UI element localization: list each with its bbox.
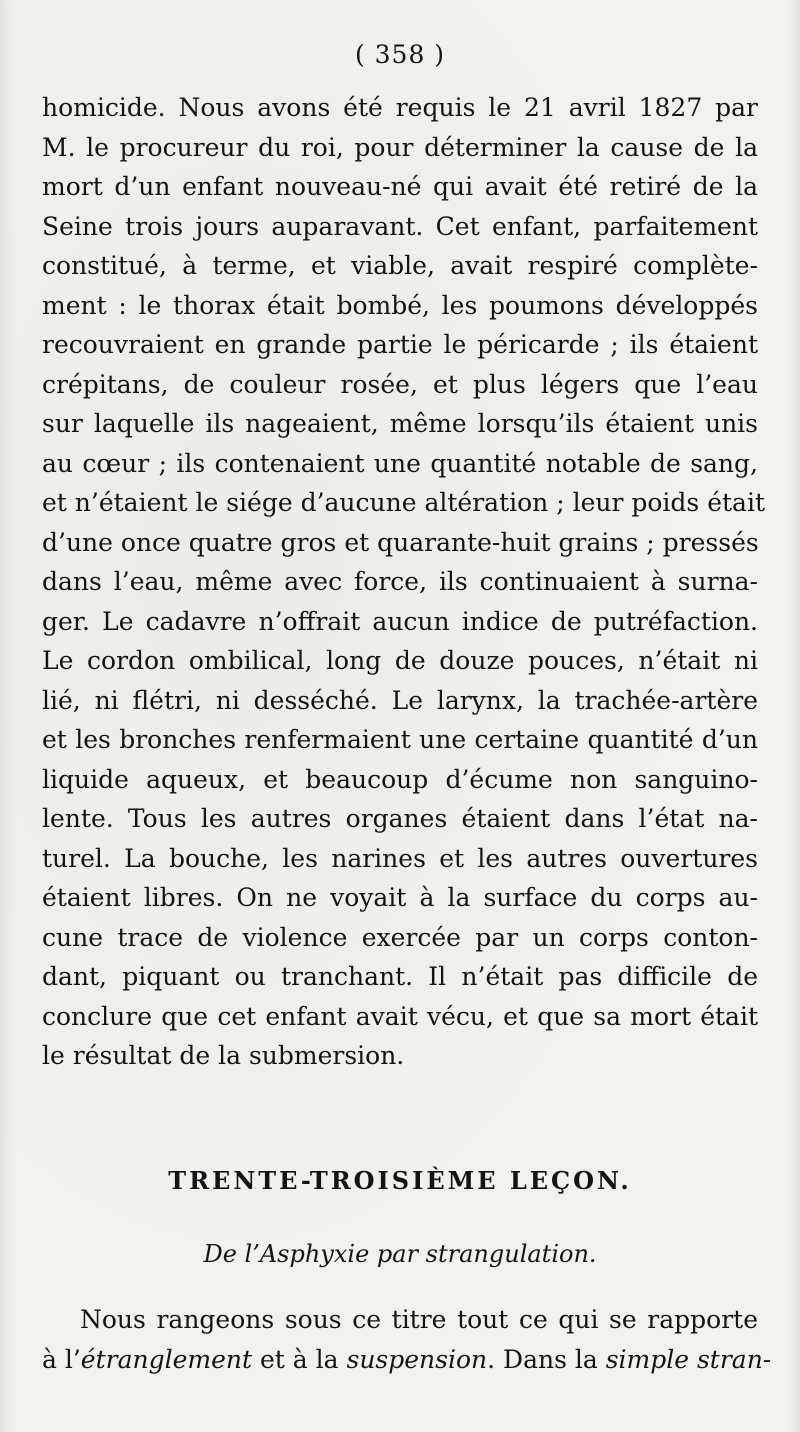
text-line: liquide aqueux, et beaucoup d’écume non sanguino- (42, 764, 758, 794)
text-line: turel. La bouche, les narines et les autres ouvertures (42, 843, 758, 873)
text-line: mort d’un enfant nouveau-né qui avait été retiré de la (42, 172, 758, 201)
lesson-subtitle: De l’Asphyxie par strangulation. (203, 1240, 597, 1268)
text-line: ment : le thorax était bombé, les poumons développés (42, 290, 758, 320)
text-line: lente. Tous les autres organes étaient dans l’état na- (42, 804, 758, 833)
paragraph-strangulation-intro (42, 1300, 772, 1379)
text-line: constitué, à terme, et viable, avait respiré complète- (42, 251, 758, 280)
text-line: cune trace de violence exercée par un corps conton- (42, 922, 758, 952)
text-line: ger. Le cadavre n’offrait aucun indice de putréfaction. (42, 606, 758, 636)
lesson-heading: TRENTE-TROISIÈME LEÇON. (168, 1166, 632, 1195)
text-line: crépitans, de couleur rosée, et plus légers que l’eau (42, 369, 758, 399)
text-line (42, 1340, 772, 1380)
text-segment: et à la (252, 1344, 347, 1374)
text-line: le résultat de la submersion. (42, 1041, 405, 1070)
text-line: et n’étaient le siége d’aucune altération ; leur poids était (42, 488, 765, 517)
text-line: Seine trois jours auparavant. Cet enfant, parfaitement (42, 211, 758, 241)
text-line: d’une once quatre gros et quarante-huit grains ; pressés (42, 527, 759, 557)
text-segment: à l’ (42, 1344, 81, 1374)
text-line: Nous rangeons sous ce titre tout ce qui se rapporte (80, 1305, 758, 1334)
text-line: et les bronches renfermaient une certaine quantité d’un (42, 725, 758, 754)
text-line: M. le procureur du roi, pour déterminer la cause de la (42, 132, 758, 162)
text-line: lié, ni flétri, ni desséché. Le larynx, la trachée-artère (42, 685, 758, 715)
text-line: étaient libres. On ne voyait à la surface du corps au- (42, 883, 758, 912)
text-line: recouvraient en grande partie le péricarde ; ils étaient (42, 330, 758, 359)
text-line: sur laquelle ils nageaient, même lorsqu’ils étaient unis (42, 409, 758, 438)
text-line: conclure que cet enfant avait vécu, et que sa mort était (42, 1001, 758, 1031)
italic-term: simple stran- (605, 1344, 772, 1374)
text-line: dant, piquant ou tranchant. Il n’était pas difficile de (42, 962, 758, 991)
text-segment: . Dans la (487, 1344, 606, 1374)
italic-term: suspension (346, 1344, 488, 1374)
italic-term: étranglement (80, 1344, 253, 1374)
paragraph-homicide-report (42, 88, 765, 1076)
text-line: Le cordon ombilical, long de douze pouces, n’était ni (42, 646, 758, 675)
text-line: dans l’eau, même avec force, ils continuaient à surna- (42, 567, 758, 596)
text-line: au cœur ; ils contenaient une quantité notable de sang, (42, 448, 758, 478)
page-number: ( 358 ) (354, 40, 446, 69)
text-line: homicide. Nous avons été requis le 21 avril 1827 par (42, 93, 758, 122)
